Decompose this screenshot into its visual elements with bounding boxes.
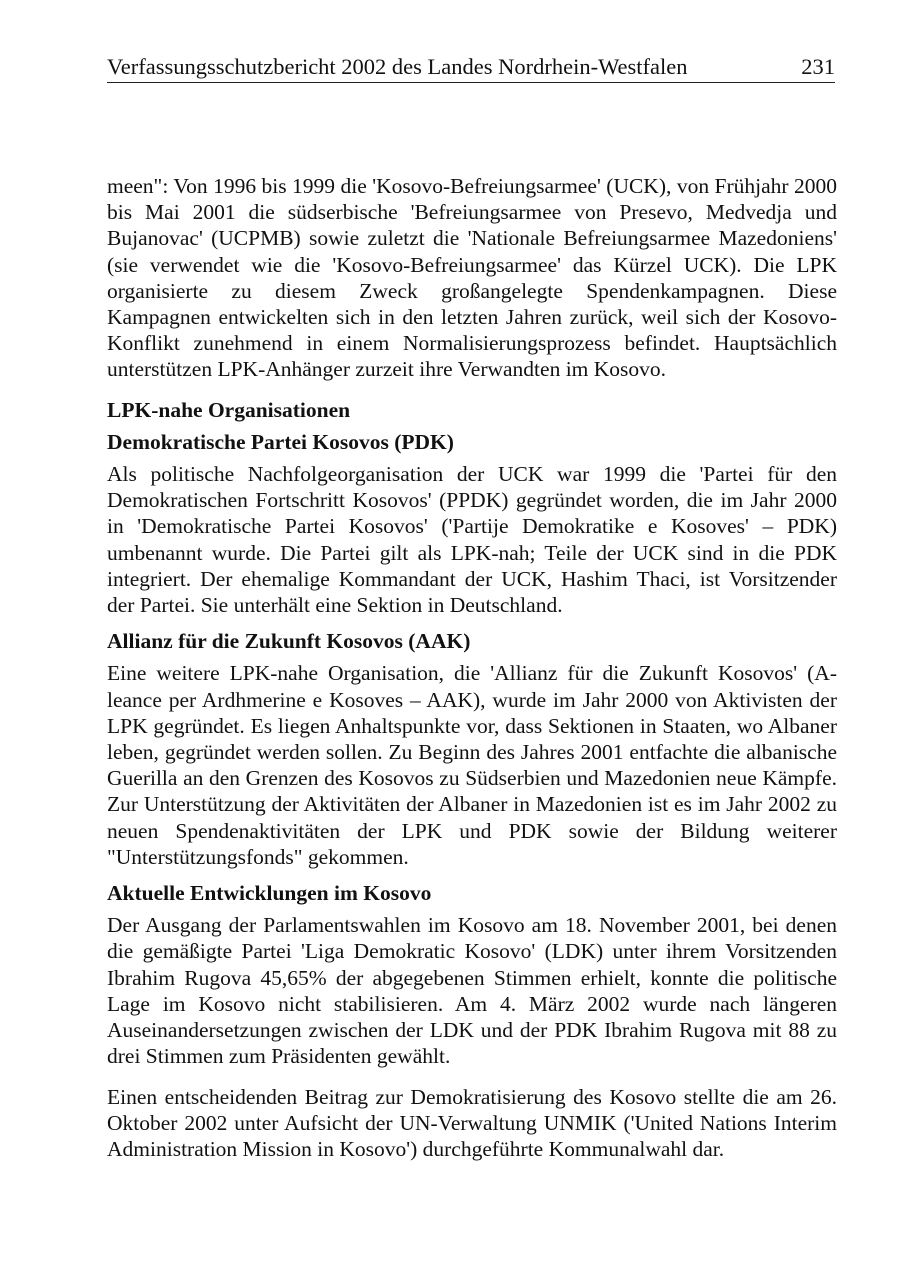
aak-paragraph: Eine weitere LPK-nahe Organisation, die 'Allianz für die Zukunft Kosovos' (Aleance per Ardhmerine e Kosoves – AAK), wurde im Jahr 2000 von Aktivisten der LPK gegründet. Es liegen Anhaltspunkte vor, dass Sektionen in Staaten, wo Albaner leben, gegründet werden sollen. Zu Beginn des Jahres 2001 entfachte die albanische Guerilla an den Grenzen des Kosovos zu Südserbien und Mazedonien neue Kämpfe. Zur Unterstützung der Aktivitäten der Albaner in Mazedonien ist es im Jahr 2002 zu neuen Spendenaktivitäten der LPK und PDK sowie der Bildung weiterer "Unterstützungsfonds" gekommen. — [107, 661, 837, 869]
subheading-pdk: Demokratische Partei Kosovos (PDK) — [107, 429, 454, 454]
page-header — [107, 52, 835, 83]
subheading-aak: Allianz für die Zukunft Kosovos (AAK) — [107, 629, 471, 654]
section-heading-lpk-organisations: LPK-nahe Organisationen — [107, 397, 351, 422]
page-number: 231 — [801, 54, 835, 79]
running-title: Verfassungsschutzbericht 2002 des Landes Nordrhein-Westfalen — [107, 54, 688, 79]
intro-paragraph: meen": Von 1996 bis 1999 die 'Kosovo-Befreiungsarmee' (UCK), von Frühjahr 2000 bis Mai 2001 die südserbische 'Befreiungsarmee von Presevo, Medvedja und Bujanovac' (UCPMB) sowie zuletzt die 'Nationale Befreiungsarmee Mazedoniens' (sie verwendet wie die 'Kosovo-Befreiungsarmee' das Kürzel UCK). Die LPK organisierte zu diesem Zweck großangelegte Spendenkampagnen. Diese Kampagnen entwickelten sich in den letzten Jahren zurück, weil sich der Kosovo-Konflikt zunehmend in einem Normalisierungsprozess befindet. Hauptsächlich unterstützen LPK-Anhänger zurzeit ihre Verwandten im Kosovo. — [107, 174, 837, 382]
current-paragraph-1: Der Ausgang der Parlamentswahlen im Kosovo am 18. November 2001, bei denen die gemäßigte Partei 'Liga Demokratic Kosovo' (LDK) unter ihrem Vorsitzenden Ibrahim Rugova 45,65% der abgegebenen Stimmen erhielt, konnte die politische Lage im Kosovo nicht stabilisieren. Am 4. März 2002 wurde nach längeren Auseinandersetzungen zwischen der LDK und der PDK Ibrahim Rugova mit 88 zu drei Stimmen zum Präsidenten gewählt. — [107, 913, 837, 1069]
current-paragraph-2: Einen entscheidenden Beitrag zur Demokratisierung des Kosovo stellte die am 26. Oktober 2002 unter Aufsicht der UN-Verwaltung UNMIK ('United Nations Interim Administration Mission in Kosovo') durchgeführte Kommunalwahl dar. — [107, 1084, 837, 1161]
pdk-paragraph: Als politische Nachfolgeorganisation der UCK war 1999 die 'Partei für den Demokratischen Fortschritt Kosovos' (PPDK) gegründet worden, die im Jahr 2000 in 'Demokratische Partei Kosovos' ('Partije Demokratike e Kosoves' – PDK) umbenannt wurde. Die Partei gilt als LPK-nah; Teile der UCK sind in die PDK integriert. Der ehemalige Kommandant der UCK, Hashim Thaci, ist Vorsitzender der Partei. Sie unterhält eine Sektion in Deutschland. — [107, 462, 837, 618]
page-body — [107, 173, 837, 1162]
subheading-current-developments: Aktuelle Entwicklungen im Kosovo — [107, 881, 432, 906]
